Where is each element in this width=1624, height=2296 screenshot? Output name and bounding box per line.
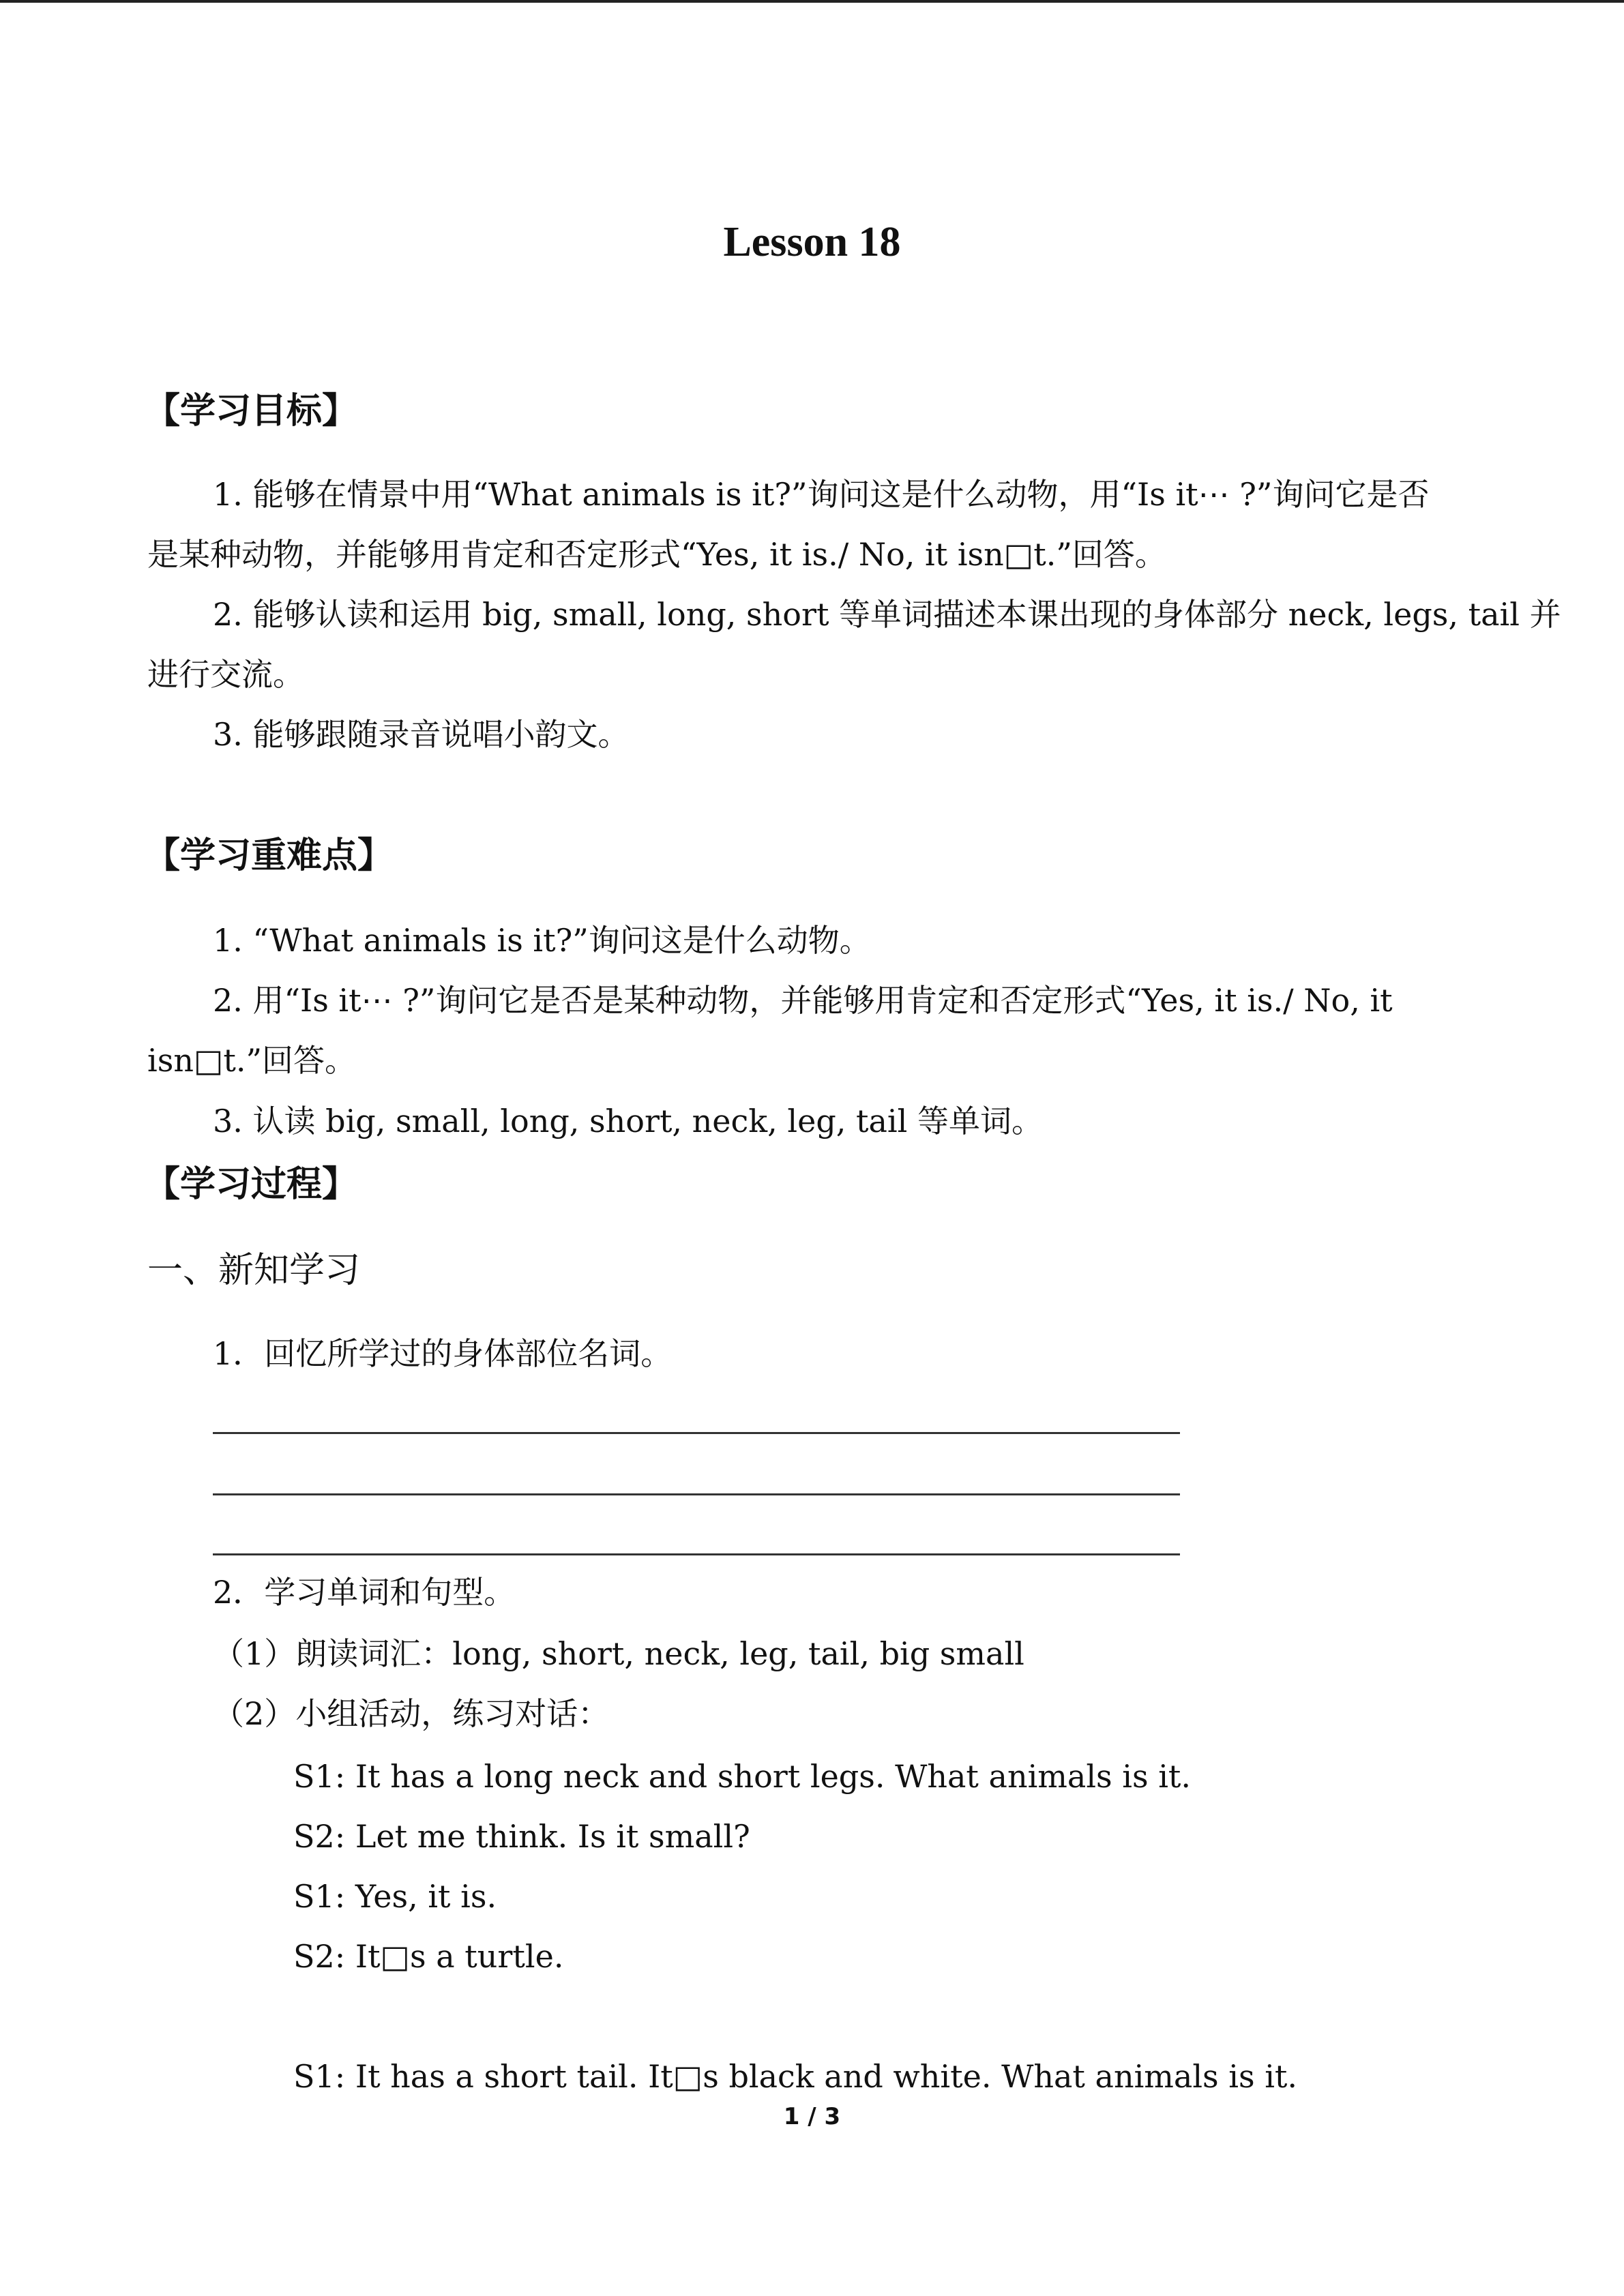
sub-step-1: （1）朗读词汇：long, short, neck, leg, tail, big small (213, 1635, 1024, 1672)
page-number: 1 / 3 (783, 2103, 841, 2130)
dialogue-line: S2: Let me think. Is it small? (293, 1818, 750, 1855)
page-top-border (0, 0, 1624, 3)
dialogue-line: S2: It□s a turtle. (293, 1938, 564, 1975)
part-1-heading: 一、新知学习 (147, 1250, 361, 1291)
step-2: 2．学习单词和句型。 (213, 1574, 516, 1611)
key-point-3: 3. 认读 big, small, long, short, neck, leg, tail 等单词。 (213, 1103, 1043, 1139)
sub-step-2: （2）小组活动，练习对话： (213, 1695, 610, 1732)
key-points-heading: 【学习重难点】 (145, 835, 394, 876)
objective-1-line-1: 1. 能够在情景中用“What animals is it?”询问这是什么动物，用“Is it⋯ ?”询问它是否 (213, 476, 1430, 513)
objectives-heading: 【学习目标】 (145, 391, 358, 432)
key-point-2-line-2: isn□t.”回答。 (147, 1042, 357, 1079)
objective-1-line-2: 是某种动物，并能够用肯定和否定形式“Yes, it is./ No, it isn□t.”回答。 (147, 536, 1166, 573)
key-point-1: 1. “What animals is it?”询问这是什么动物。 (213, 922, 871, 959)
objective-2-line-1: 2. 能够认读和运用 big, small, long, short 等单词描述本课出现的身体部分 neck, legs, tail 并 (213, 596, 1561, 633)
key-point-2-line-1: 2. 用“Is it⋯ ?”询问它是否是某种动物，并能够用肯定和否定形式“Yes, it is./ No, it (213, 982, 1393, 1019)
step-1: 1．回忆所学过的身体部位名词。 (213, 1335, 673, 1372)
dialogue-line: S1: Yes, it is. (293, 1878, 497, 1915)
process-heading: 【学习过程】 (145, 1164, 358, 1205)
answer-line (213, 1493, 1180, 1495)
dialogue-line: S1: It has a long neck and short legs. What animals is it. (293, 1758, 1192, 1795)
objective-2-line-2: 进行交流。 (147, 656, 304, 693)
objective-3: 3. 能够跟随录音说唱小韵文。 (213, 716, 630, 753)
page-title: Lesson 18 (723, 219, 901, 265)
answer-line (213, 1553, 1180, 1555)
answer-line (213, 1432, 1180, 1434)
dialogue-line: S1: It has a short tail. It□s black and white. What animals is it. (293, 2058, 1298, 2095)
